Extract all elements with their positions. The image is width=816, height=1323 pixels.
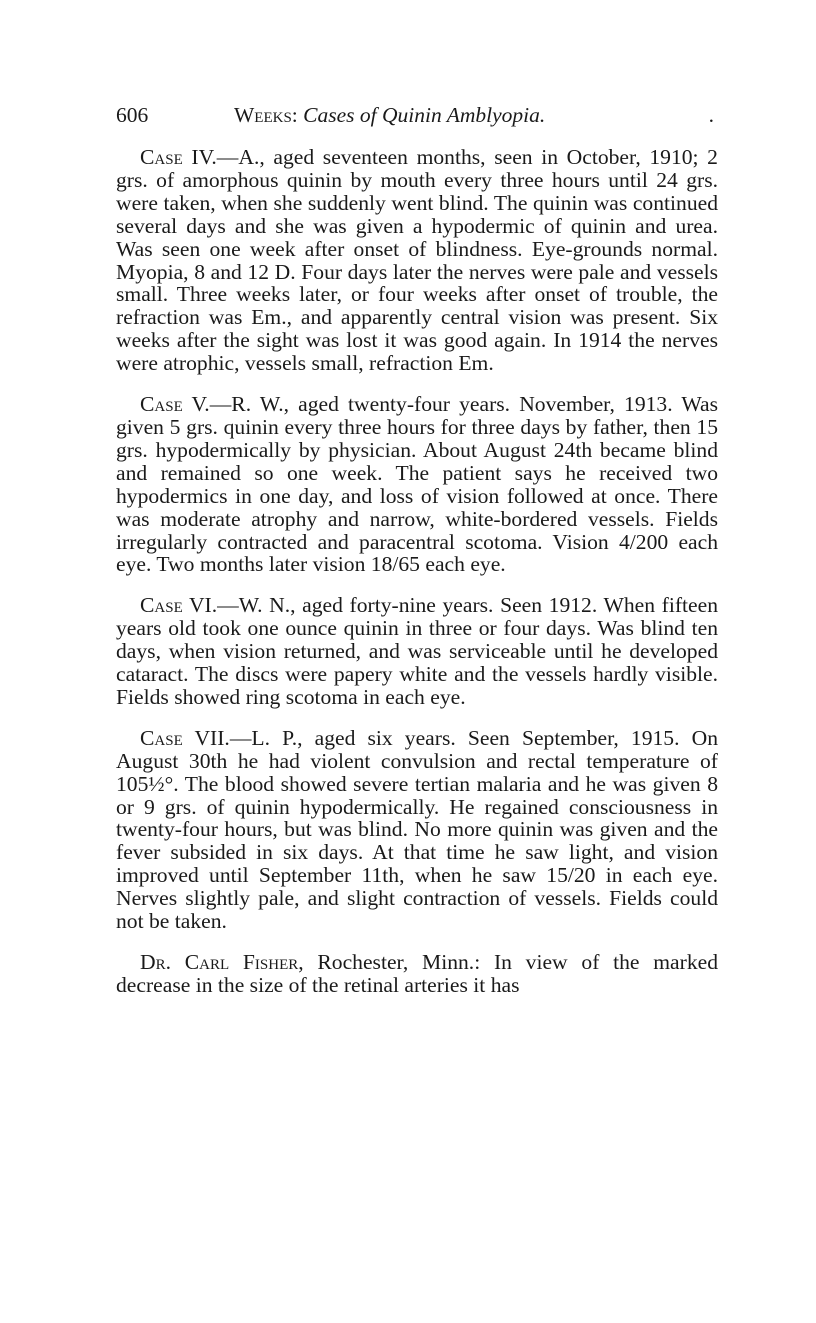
running-title-separator: : — [291, 103, 298, 127]
case-vii-label: Case VII. — [140, 725, 230, 750]
discussion-paragraph — [116, 951, 718, 997]
case-vi-text: —W. N., aged forty-nine years. Seen 1912. When fifteen years old took one ounce quinin in three or four days. Was blind ten days, when vision returned, and was serviceable until he developed cataract. The discs were papery white and the vessels hardly visible. Fields showed ring scotoma in each eye. — [116, 593, 718, 709]
case-v-text: —R. W., aged twenty-four years. November, 1913. Was given 5 grs. quinin every three hours for three days by father, then 15 grs. hypodermically by physician. About August 24th became blind and remained so one week. The patient says he received two hypodermics in one day, and loss of vision followed at once. There was moderate atrophy and narrow, white-bordered vessels. Fields irregularly contracted and paracentral scotoma. Vision 4/200 each eye. Two months later vision 18/65 each eye. — [116, 392, 718, 577]
case-vi-label: Case VI. — [140, 593, 218, 618]
running-head — [116, 98, 718, 132]
running-head-mark: . — [708, 103, 714, 127]
case-vi-paragraph — [116, 594, 718, 709]
discussant-name: Dr. Carl Fisher — [140, 950, 299, 974]
case-vii-paragraph — [116, 727, 718, 933]
journal-page — [116, 98, 718, 997]
case-vii-text: —L. P., aged six years. Seen September, 1915. On August 30th he had violent convulsion and rectal temperature of 105½°. The blood showed severe tertian malaria and he was given 8 or 9 grs. of quinin hypodermically. He regained consciousness in twenty-four hours, but was blind. No more quinin was given and the fever subsided in six days. At that time he saw light, and vision improved until September 11th, when he saw 15/20 in each eye. Nerves slightly pale, and slight contraction of vessels. Fields could not be taken. — [116, 725, 718, 934]
page-number: 606 — [116, 103, 149, 127]
running-title — [234, 98, 545, 132]
running-title-author: Weeks — [234, 103, 292, 127]
body-text — [116, 146, 718, 997]
case-iv-text: —A., aged seventeen months, seen in October, 1910; 2 grs. of amorphous quinin by mouth every three hours until 24 grs. were taken, when she suddenly went blind. The quinin was continued several days and she was given a hypodermic of quinin and urea. Was seen one week after onset of blindness. Eye-grounds normal. Myopia, 8 and 12 D. Four days later the nerves were pale and vessels small. Three weeks later, or four weeks after onset of trouble, the refraction was Em., and apparently central vision was present. Six weeks after the sight was lost it was good again. In 1914 the nerves were atrophic, vessels small, refraction Em. — [116, 145, 718, 376]
running-title-text: Cases of Quinin Amblyopia. — [303, 103, 546, 127]
case-iv-paragraph — [116, 146, 718, 375]
case-v-paragraph — [116, 393, 718, 576]
discussion-text: , Rochester, Minn.: In view of the marked decrease in the size of the retinal arteries it has — [116, 950, 719, 997]
case-v-label: Case V. — [140, 392, 210, 417]
case-iv-label: Case IV. — [140, 145, 217, 169]
